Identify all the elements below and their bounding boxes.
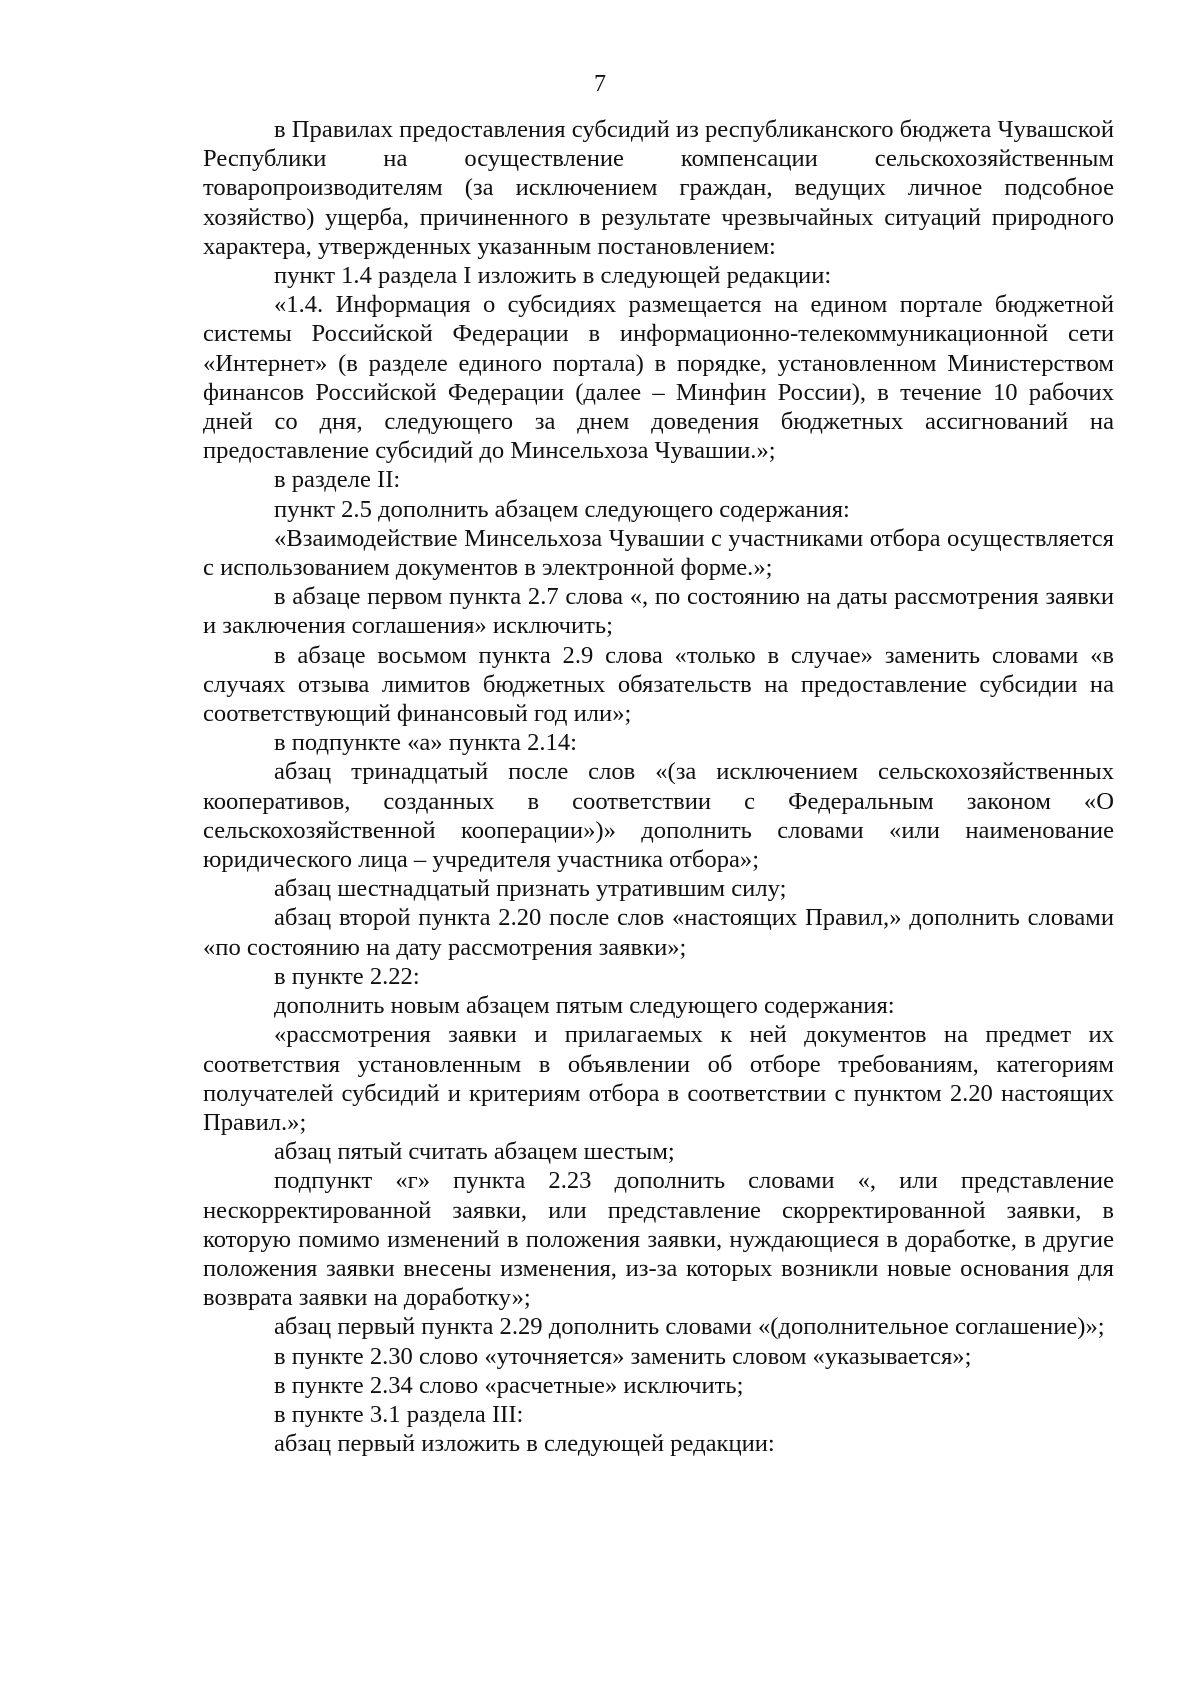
paragraph: абзац шестнадцатый признать утратившим силу; <box>274 875 787 903</box>
paragraph: в пункте 3.1 раздела III: <box>274 1400 524 1428</box>
paragraph: дополнить новым абзацем пятым следующего содержания: <box>274 992 895 1020</box>
paragraph: пункт 2.5 дополнить абзацем следующего содержания: <box>274 495 850 523</box>
paragraph: пункт 1.4 раздела I изложить в следующей редакции: <box>274 262 832 290</box>
paragraph: «Взаимодействие Минсельхоза Чувашии с участниками отбора осуществляется с использованием документов в электронной форме.»; <box>203 524 1114 582</box>
paragraph: абзац второй пункта 2.20 после слов «настоящих Правил,» дополнить словами «по состоянию на дату рассмотрения заявки»; <box>203 904 1114 961</box>
paragraph: в абзаце восьмом пункта 2.9 слова «только в случае» заменить словами «в случаях отзыва лимитов бюджетных обязательств на предоставление субсидии на соответствующий финансовый год или»; <box>203 641 1114 728</box>
paragraph: в Правилах предоставления субсидий из республиканского бюджета Чувашской Республики на осуществление компенсации сельскохозяйственным товаропроизводителям (за исключением граждан, ведущих личное подсобное хозяйство) ущерба, причиненного в результате чрезвычайных ситуаций природного характера, утвержденных указанным постановлением: <box>203 116 1114 260</box>
paragraph: абзац первый пункта 2.29 дополнить словами «(дополнительное соглашение)»; <box>274 1313 1105 1341</box>
paragraph: в пункте 2.22: <box>274 962 420 990</box>
page-number: 7 <box>594 71 606 97</box>
paragraph: абзац первый изложить в следующей редакции: <box>274 1430 775 1458</box>
paragraph: «рассмотрения заявки и прилагаемых к ней документов на предмет их соответствия установленным в объявлении об отборе требованиям, категориям получателей субсидий и критериям отбора в соответствии с пунктом 2.20 настоящих Правил.»; <box>203 1021 1114 1136</box>
paragraph: в разделе II: <box>274 466 401 494</box>
paragraph: в пункте 2.30 слово «уточняется» заменить словом «указывается»; <box>274 1342 972 1370</box>
paragraph: «1.4. Информация о субсидиях размещается на едином портале бюджетной системы Российской Федерации в информационно-телекоммуникационной сети «Интернет» (в разделе единого портала) в порядке, установленном Министерством финансов Российской Федерации (далее – Минфин России), в течение 10 рабочих дней со дня, следующего за днем доведения бюджетных ассигнований на предоставление субсидий до Минсельхоза Чувашии.»; <box>203 291 1114 465</box>
paragraph: в абзаце первом пункта 2.7 слова «, по состоянию на даты рассмотрения заявки и заключения соглашения» исключить; <box>203 583 1114 640</box>
paragraph: в подпункте «а» пункта 2.14: <box>274 729 577 757</box>
document-body <box>203 115 1114 1458</box>
paragraph: в пункте 2.34 слово «расчетные» исключить; <box>274 1371 744 1399</box>
paragraph: абзац пятый считать абзацем шестым; <box>274 1138 675 1166</box>
paragraph: абзац тринадцатый после слов «(за исключением сельскохозяйственных кооперативов, созданных в соответствии с Федеральным законом «О сельскохозяйственной кооперации»)» дополнить словами «или наименование юридического лица – учредителя участника отбора»; <box>203 758 1114 874</box>
paragraph: подпункт «г» пункта 2.23 дополнить словами «, или представление нескорректированной заявки, или представление скорректированной заявки, в которую помимо изменений в положения заявки, нуждающиеся в доработке, в другие положения заявки внесены изменения, из-за которых возникли новые основания для возврата заявки на доработку»; <box>203 1167 1114 1312</box>
